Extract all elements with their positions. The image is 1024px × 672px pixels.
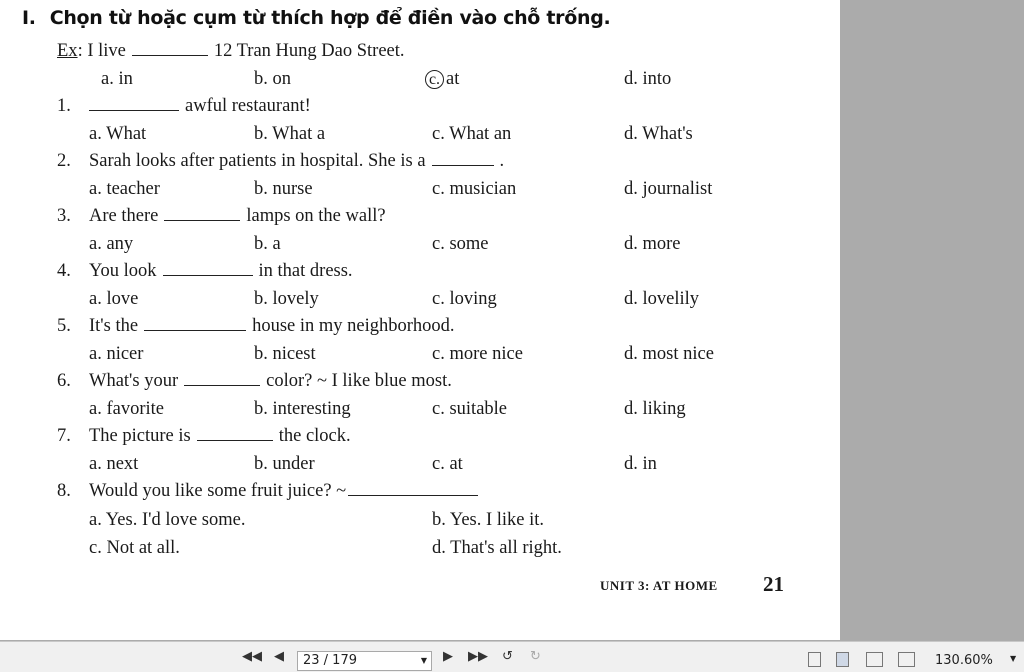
example-option-a: a. in: [101, 69, 133, 89]
example-stem-before: : I live: [77, 41, 126, 61]
continuous-facing-view-icon[interactable]: [898, 652, 915, 667]
option-c: c. some: [432, 234, 489, 254]
zoom-level[interactable]: 130.60%: [935, 653, 993, 668]
option-c: c. musician: [432, 179, 517, 199]
unit-label: UNIT 3: AT HOME: [600, 578, 718, 593]
example-line: [57, 41, 405, 62]
chevron-down-icon[interactable]: ▼: [1010, 654, 1017, 663]
previous-page-icon[interactable]: ◀: [274, 649, 284, 664]
option-b: b. nurse: [254, 179, 313, 199]
stem-before: You look: [89, 261, 157, 281]
example-option-d: d. into: [624, 69, 672, 89]
stem-after: house in my neighborhood.: [252, 316, 455, 336]
option-d: d. more: [624, 234, 681, 254]
option-d: d. in: [624, 454, 657, 474]
stem-before: Would you like some fruit juice? ~: [89, 481, 347, 501]
option-c: c. more nice: [432, 344, 523, 364]
option-c: c. Not at all.: [89, 538, 180, 558]
page-indicator: 23 / 179: [303, 653, 357, 668]
example-option-c-text: at: [446, 69, 460, 89]
option-d: d. liking: [624, 399, 686, 419]
answer-blank: [89, 96, 179, 111]
single-page-view-icon[interactable]: [808, 652, 821, 667]
question-number: 1.: [57, 96, 71, 116]
question-stem: [89, 316, 455, 337]
option-b: b. nicest: [254, 344, 316, 364]
chevron-down-icon[interactable]: ▼: [420, 656, 427, 665]
option-c: c. What an: [432, 124, 512, 144]
example-label: Ex: [57, 41, 78, 61]
option-b: b. under: [254, 454, 315, 474]
question-number: 8.: [57, 481, 71, 501]
option-a: a. favorite: [89, 399, 164, 419]
circled-answer: c.: [425, 70, 444, 89]
viewer-toolbar: [0, 641, 1024, 672]
option-c: c. suitable: [432, 399, 508, 419]
first-page-icon[interactable]: ◀◀: [242, 649, 262, 664]
stem-before: Are there: [89, 206, 159, 226]
option-a: a. Yes. I'd love some.: [89, 510, 246, 530]
stem-before: The picture is: [89, 426, 191, 446]
option-d: d. What's: [624, 124, 693, 144]
question-stem: [89, 151, 504, 172]
option-a: a. nicer: [89, 344, 144, 364]
section-title: Chọn từ hoặc cụm từ thích hợp để điền vào chỗ trống.: [49, 7, 611, 29]
question-number: 2.: [57, 151, 71, 171]
section-number: I.: [22, 7, 36, 29]
last-page-icon[interactable]: ▶▶: [468, 649, 488, 664]
stem-after: the clock.: [278, 426, 351, 446]
option-b: b. a: [254, 234, 281, 254]
example-stem-after: 12 Tran Hung Dao Street.: [213, 41, 405, 61]
stem-after: awful restaurant!: [185, 96, 311, 116]
question-stem: [89, 481, 484, 502]
page-number-input[interactable]: [297, 651, 432, 671]
stem-after: .: [499, 151, 505, 171]
stem-after: lamps on the wall?: [246, 206, 386, 226]
answer-blank: [197, 426, 273, 441]
answer-blank: [184, 371, 260, 386]
option-a: a. any: [89, 234, 134, 254]
option-c: c. at: [432, 454, 463, 474]
option-d: d. journalist: [624, 179, 713, 199]
option-d: d. most nice: [624, 344, 714, 364]
option-c: c. loving: [432, 289, 497, 309]
option-b: b. Yes. I like it.: [432, 510, 545, 530]
example-option-c: [425, 69, 459, 90]
question-number: 6.: [57, 371, 71, 391]
question-stem: [89, 96, 311, 117]
question-stem: [89, 371, 452, 392]
answer-blank: [164, 206, 240, 221]
option-a: a. teacher: [89, 179, 160, 199]
option-b: b. What a: [254, 124, 326, 144]
question-stem: [89, 206, 386, 227]
question-number: 3.: [57, 206, 71, 226]
stem-after: in that dress.: [258, 261, 353, 281]
facing-view-icon[interactable]: [866, 652, 883, 667]
stem-before: It's the: [89, 316, 139, 336]
question-number: 4.: [57, 261, 71, 281]
question-stem: [89, 261, 353, 282]
answer-blank: [132, 41, 208, 56]
question-number: 5.: [57, 316, 71, 336]
back-view-icon[interactable]: ↺: [502, 649, 513, 664]
question-number: 7.: [57, 426, 71, 446]
stem-after: color? ~ I like blue most.: [266, 371, 452, 391]
stem-before: Sarah looks after patients in hospital. She is a: [89, 151, 426, 171]
section-heading: [22, 7, 610, 29]
option-d: d. That's all right.: [432, 538, 562, 558]
answer-blank: [432, 151, 494, 166]
answer-blank: [348, 481, 478, 496]
option-a: a. love: [89, 289, 139, 309]
page-number: 21: [763, 572, 784, 596]
answer-blank: [144, 316, 246, 331]
option-a: a. next: [89, 454, 139, 474]
option-a: a. What: [89, 124, 147, 144]
stem-before: What's your: [89, 371, 179, 391]
forward-view-icon[interactable]: ↻: [530, 649, 541, 664]
next-page-icon[interactable]: ▶: [443, 649, 453, 664]
option-b: b. interesting: [254, 399, 351, 419]
option-b: b. lovely: [254, 289, 319, 309]
continuous-view-icon[interactable]: [836, 652, 849, 667]
option-d: d. lovelily: [624, 289, 700, 309]
answer-blank: [163, 261, 253, 276]
example-option-b: b. on: [254, 69, 291, 89]
question-stem: [89, 426, 351, 447]
